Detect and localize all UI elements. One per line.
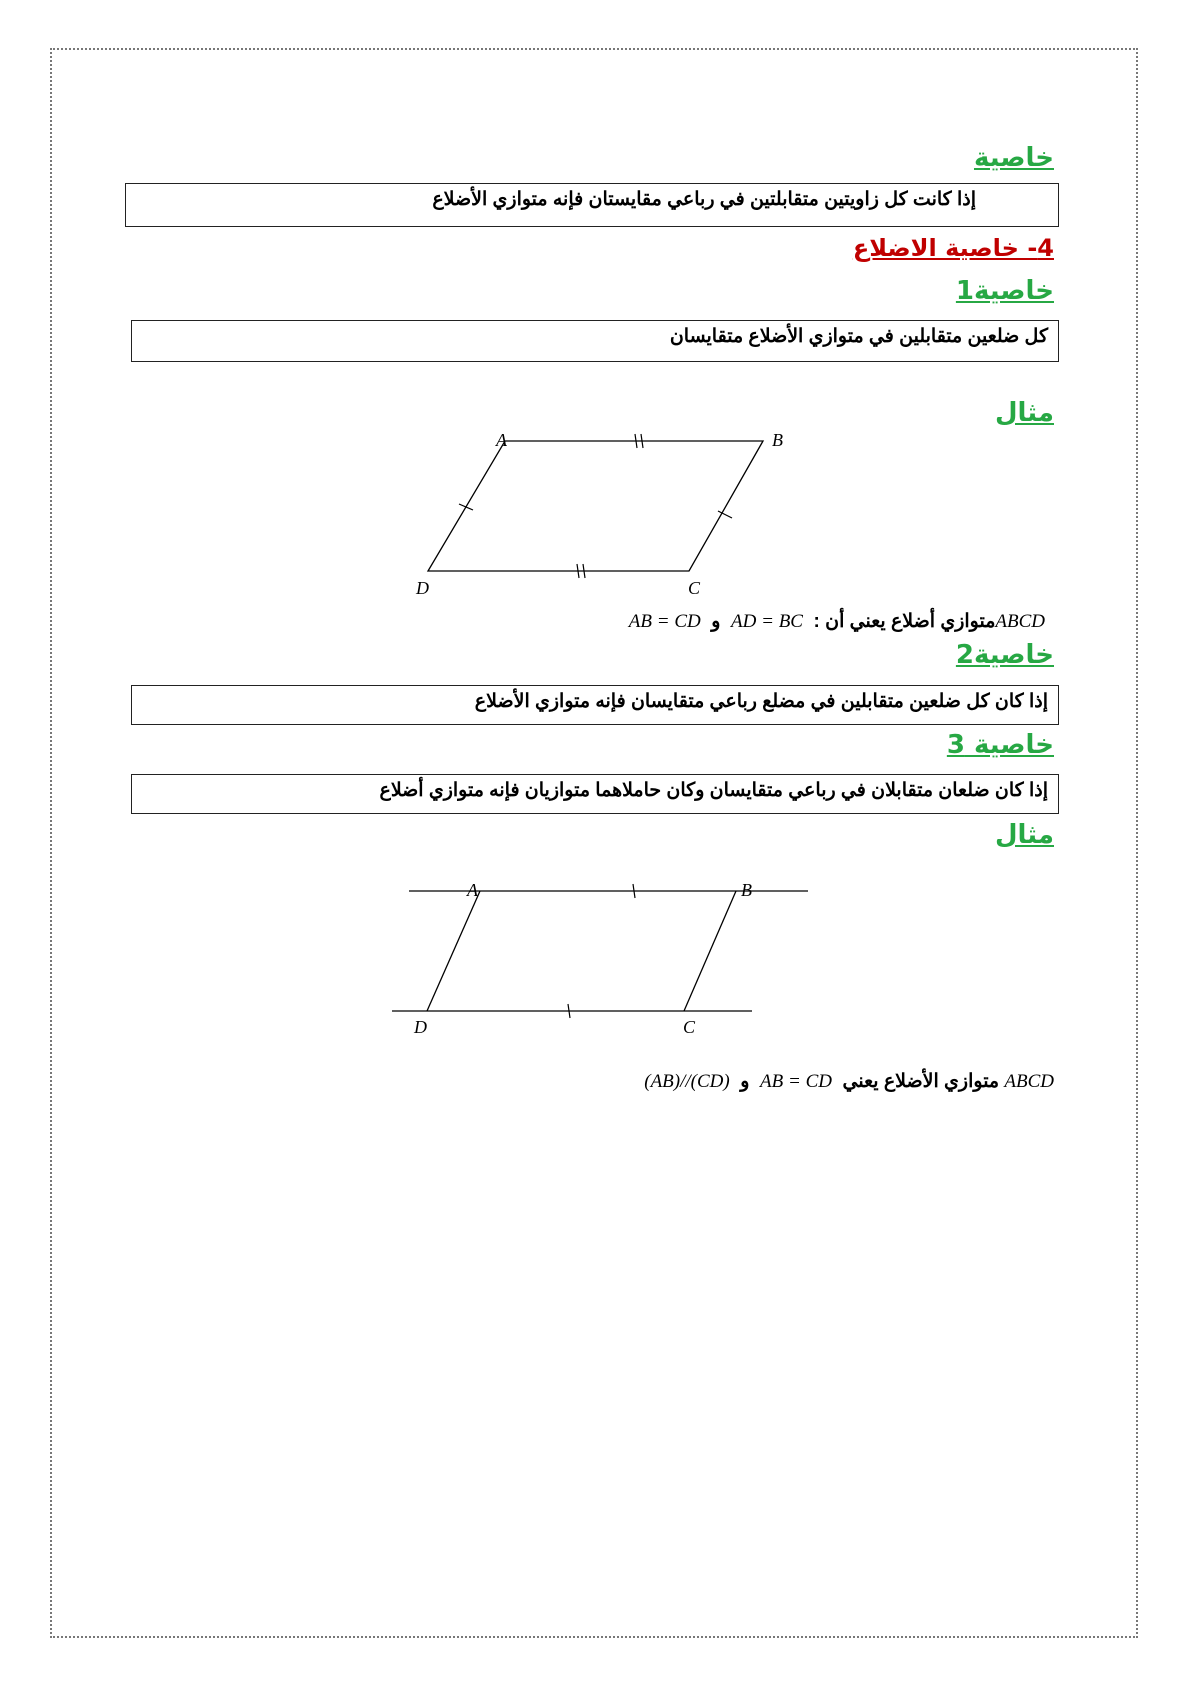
example-2-text: متوازي الأضلاع يعني [842,1071,1000,1092]
example-2-heading: مثال [994,820,1054,850]
property-angles-text: إذا كانت كل زاويتين متقابلتين في رباعي مقايستان فإنه متوازي الأضلاع [432,189,976,210]
example-1-eq-ab-cd: AB = CD [628,611,701,632]
label-a-1: A [496,430,507,450]
label-d-1: D [416,578,429,598]
label-c-1: C [688,578,701,598]
label-b-1: B [772,430,783,450]
example-1-text: متوازي أضلاع يعني أن : [813,611,996,632]
example-1-and: و [711,611,721,632]
example-2-shape: ABCD [1004,1071,1054,1092]
example-1-heading: مثال [994,398,1054,428]
property-3-text: إذا كان ضلعان متقابلان في رباعي متقايسان وكان حاملاهما متوازيان فإنه متوازي أضلاع [379,780,1048,801]
segment-ad [427,891,480,1011]
segment-bc [684,891,736,1011]
example-2-parallel: (AB)//(CD) [644,1071,730,1092]
example-1-shape: ABCD [995,611,1045,632]
property-3-heading: خاصية 3 [946,730,1054,760]
label-d-2: D [414,1017,427,1037]
example-1-eq-ad-bc: AD = BC [731,611,803,632]
example-2-caption [644,1070,1054,1093]
property-heading: خاصية [973,143,1054,173]
sides-property-heading: 4- خاصية الاضلاع [852,234,1054,262]
property-2-text: إذا كان كل ضلعين متقابلين في مضلع رباعي متقايسان فإنه متوازي الأضلاع [474,691,1048,712]
example-2-and: و [740,1071,750,1092]
property-1-text: كل ضلعين متقابلين في متوازي الأضلاع متقايسان [669,326,1048,347]
property-1-heading: خاصية1 [955,276,1054,306]
label-a-2: A [467,880,478,900]
example-2-eq-ab-cd: AB = CD [760,1071,832,1092]
label-c-2: C [683,1017,696,1037]
property-2-heading: خاصية2 [955,640,1054,670]
label-b-2: B [741,880,752,900]
